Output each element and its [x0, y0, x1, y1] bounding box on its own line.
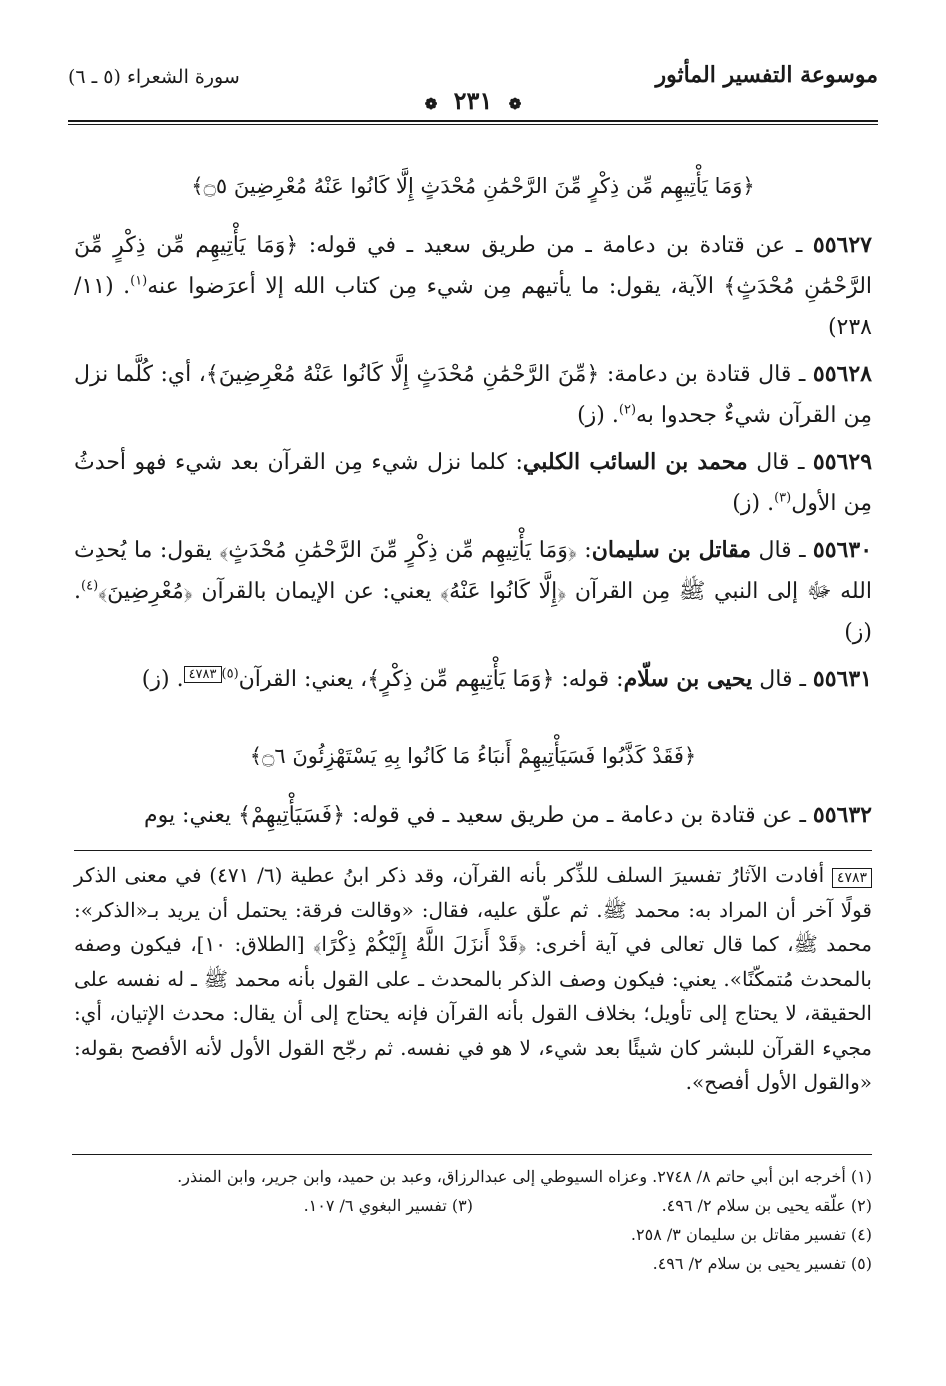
commentary-number-box: ٤٧٨٣ — [832, 868, 872, 888]
narration-prefix: ـ قال — [758, 538, 806, 563]
narration-source: . (ز) — [74, 579, 872, 645]
header-rule-thin — [68, 124, 878, 125]
narration-source: . (ز) — [577, 403, 619, 428]
footnotes — [74, 1162, 872, 1278]
narration-prefix: ـ قال — [756, 450, 805, 475]
footnote-ref: (٤) — [81, 578, 99, 594]
ornament-icon: ❁ — [508, 95, 522, 113]
narration-source: . (ز) — [732, 491, 775, 516]
narration-entry — [74, 354, 872, 436]
page-number: ٢٣١ — [453, 86, 493, 115]
footnote-ref: (١) — [130, 273, 148, 289]
narration-text: ـ عن قتادة بن دعامة ـ من طريق سعيد ـ في قوله: ﴿فَسَيَأْتِيهِمْ﴾ يعني: يوم — [143, 803, 806, 828]
narration-entry — [74, 442, 872, 524]
narration-text: ـ قال قتادة بن دعامة: ﴿مِّنَ الرَّحْمَٰنِ مُحْدَثٍ إِلَّا كَانُوا عَنْهُ مُعْرِضِينَ﴾، أي: كُلَّما نزل مِن القرآن شيءٌ جحدوا به — [74, 362, 872, 428]
narration-number: ٥٥٦٢٨ — [812, 361, 872, 387]
narration-entry — [74, 795, 872, 836]
narration-number: ٥٥٦٢٩ — [812, 449, 873, 475]
narration-number: ٥٥٦٣٠ — [812, 537, 873, 563]
narration-source: . (ز) — [141, 667, 184, 692]
book-title: موسوعة التفسير المأثور — [655, 62, 878, 88]
footnote-row — [74, 1191, 872, 1220]
footnote-divider — [72, 1154, 872, 1155]
verse-heading: ﴿فَقَدْ كَذَّبُوا فَسَيَأْتِيهِمْ أَنبَاءُ مَا كَانُوا بِهِ يَسْتَهْزِئُونَ ۝٦﴾ — [249, 744, 697, 768]
footnote-ref: (٣) — [774, 490, 792, 506]
narration-text: : قوله: ﴿وَمَا يَأْتِيهِم مِّن ذِكْرٍ﴾، يعني: القرآن — [238, 667, 624, 692]
page-number-line — [68, 86, 878, 115]
narration-entry — [74, 530, 872, 653]
page-header — [68, 62, 878, 122]
narration-number: ٥٥٦٢٧ — [812, 232, 872, 258]
verse-heading: ﴿وَمَا يَأْتِيهِم مِّن ذِكْرٍ مِّنَ الرَّحْمَٰنِ مُحْدَثٍ إِلَّا كَانُوا عَنْهُ مُعْرِضِينَ ۝٥﴾ — [191, 174, 755, 198]
narration-source: . (١١/ ٢٣٨) — [74, 274, 872, 340]
footnote: (١) أخرجه ابن أبي حاتم ٨/ ٢٧٤٨. وعزاه السيوطي إلى عبدالرزاق، وعبد بن حميد، وابن جرير، وابن المنذر. — [177, 1167, 872, 1186]
footnote: (٢) علّقه يحيى بن سلام ٢/ ٤٩٦. — [661, 1196, 872, 1215]
ornament-icon: ❁ — [424, 95, 438, 113]
commentary-divider — [74, 850, 872, 851]
narrator-name: يحيى بن سلّام — [623, 666, 753, 692]
footnote-ref: (٥) — [221, 666, 239, 682]
footnote: (٥) تفسير يحيى بن سلام ٢/ ٤٩٦. — [652, 1254, 872, 1273]
footnote: (٣) تفسير البغوي ٦/ ١٠٧. — [303, 1196, 473, 1215]
narration-entry — [74, 659, 872, 700]
commentary-block — [74, 858, 872, 1100]
main-text — [74, 166, 872, 842]
narration-number: ٥٥٦٣١ — [812, 666, 872, 692]
header-rule — [68, 120, 878, 122]
narration-number: ٥٥٦٣٢ — [812, 802, 872, 828]
narrator-name: محمد بن السائب الكلبي — [522, 449, 748, 475]
footnote-ref: (٢) — [618, 402, 637, 418]
commentary-ref-box: ٤٧٨٣ — [184, 666, 222, 683]
narration-text: : ﴿وَمَا يَأْتِيهِم مِّن ذِكْرٍ مِّنَ الرَّحْمَٰنِ مُحْدَثٍ﴾ يقول: ما يُحدِث الله ﷻ إلى النبي ﷺ مِن القرآن ﴿إِلَّا كَانُوا عَنْهُ﴾ يعني: عن الإيمان بالقرآن ﴿مُعْرِضِينَ﴾ — [74, 538, 872, 604]
narration-text: : كلما نزل شيء مِن القرآن بعد شيء فهو أحدثُ مِن الأول — [74, 450, 872, 516]
footnote: (٤) تفسير مقاتل بن سليمان ٣/ ٢٥٨. — [630, 1225, 872, 1244]
narration-entry — [74, 225, 872, 348]
narration-prefix: ـ قال — [759, 667, 806, 692]
commentary-text: أفادت الآثارُ تفسيرَ السلف للذِّكر بأنه القرآن، وقد ذكر ابنُ عطية (٦/ ٤٧١) في معنى الذكر قولًا آخر أن المراد به: محمد ﷺ. ثم علّق عليه، فقال: «وقالت فرقة: يحتمل أن يريد بـ«الذكر»: محمد ﷺ، كما قال تعالى في آية أخرى: ﴿قَدْ أَنزَلَ اللَّهُ إِلَيْكُمْ ذِكْرًا﴾ [الطلاق: ١٠]، فيكون وصفه بالمحدث مُتمكّنًا». يعني: فيكون وصف الذكر بالمحدث ـ على القول بأنه محمد ﷺ ـ له نفسه على الحقيقة، لا يحتاج إلى تأويل؛ بخلاف القول بأنه القرآن فإنه يحتاج إلى أن يقال: محدث الإتيان، أي: مجيء القرآن للبشر كان شيئًا بعد شيء، لا هو في نفسه. ثم رجّح القول الأول لأنه الأفصح بقوله: «والقول الأول أفصح». — [74, 863, 872, 1094]
narrator-name: مقاتل بن سليمان — [591, 537, 752, 563]
surah-label: سورة الشعراء (٥ ـ ٦) — [68, 66, 240, 88]
narration-text: ـ عن قتادة بن دعامة ـ من طريق سعيد ـ في قوله: ﴿وَمَا يَأْتِيهِم مِّن ذِكْرٍ مِّنَ الرَّحْمَٰنِ مُحْدَثٍ﴾ الآية، يقول: ما يأتيهم مِن شيء مِن كتاب الله إلا أعرَضوا عنه — [74, 233, 873, 299]
